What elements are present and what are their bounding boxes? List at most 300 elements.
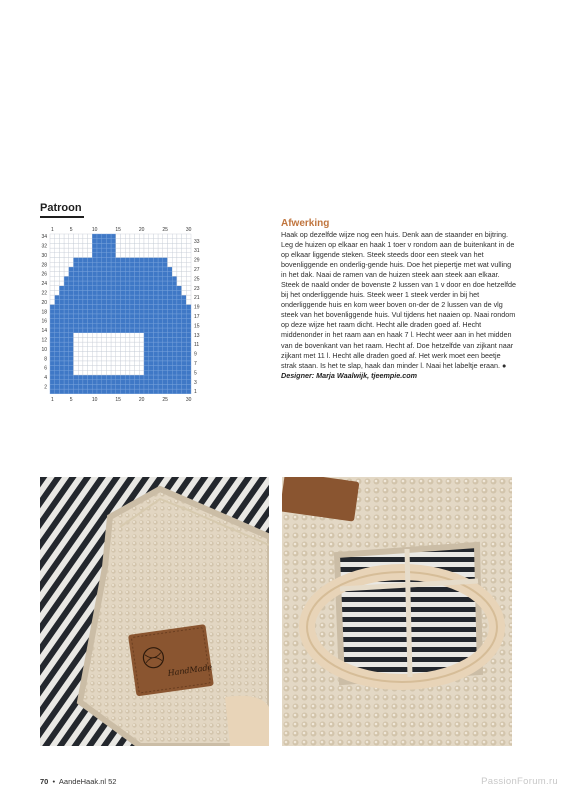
chart-cell-filled [116,384,121,389]
chart-cell-empty [59,272,64,277]
chart-cell-filled [186,375,191,380]
chart-cell-filled [102,239,107,244]
chart-cell-empty [111,352,116,357]
chart-cell-empty [153,239,158,244]
chart-cell-filled [158,290,163,295]
chart-cell-empty [186,267,191,272]
chart-cell-empty [92,347,97,352]
chart-cell-filled [135,305,140,310]
chart-cell-filled [158,342,163,347]
chart-cell-empty [186,281,191,286]
chart-cell-empty [125,361,130,366]
chart-cell-empty [135,342,140,347]
chart-cell-filled [83,384,88,389]
chart-cell-empty [55,253,60,258]
chart-cell-empty [102,356,107,361]
afwerking-body: Haak op dezelfde wijze nog een huis. Denk aan de staander en bijtring. Leg de huizen op elkaar en haak 1 toer v rondom aan de buitenkant in de op elkaar liggende steken. Steek steeds door een steek van het bovenliggende en onderlig-gende huis. Doe het piepertje met wat vulling in het dak. Naai de ramen van de huizen steek aan steek aan elkaar. Steek de naald onder de bovenste 2 lussen van 1 v door en doe hetzelfde bij het onderliggende huis. Steek weer 1 steek verder in bij het onderliggende huis en kom weer boven on-der de 2 lussen van de vlg steek van het bovenliggende huis. Vul tijdens het naaien op. Naai rondom op deze wijze het raam dicht. Hecht alle draden goed af. Hecht middenonder in het raam aan en haak 7 l. Hecht weer aan in het midden van de bovenkant van het raam. Hecht af. Doe hetzelfde van zijkant naar zijkant met 11 l. Hecht alle draden goed af. Het werk moet een beetje strak staan. Is het te slap, haak dan minder l. Naai het labeltje eraan. [281,230,516,370]
chart-cell-filled [69,286,74,291]
chart-cell-filled [102,389,107,394]
chart-cell-filled [172,314,177,319]
chart-cell-empty [125,342,130,347]
chart-cell-filled [74,305,79,310]
chart-cell-filled [130,281,135,286]
chart-cell-empty [74,361,79,366]
chart-cell-empty [92,352,97,357]
chart-cell-empty [88,248,93,253]
chart-cell-filled [163,342,168,347]
chart-cell-empty [88,342,93,347]
chart-cell-filled [186,337,191,342]
chart-cell-filled [64,290,69,295]
chart-cell-filled [144,309,149,314]
chart-cell-empty [74,253,79,258]
chart-cell-empty [83,342,88,347]
chart-cell-empty [168,262,173,267]
chart-cell-filled [144,295,149,300]
chart-cell-filled [149,356,154,361]
chart-cell-filled [69,361,74,366]
chart-bottom-tick: 30 [185,396,192,403]
chart-cell-filled [55,309,60,314]
chart-cell-filled [172,309,177,314]
chart-cell-empty [69,248,74,253]
chart-cell-filled [139,328,144,333]
chart-cell-empty [182,253,187,258]
chart-cell-empty [135,248,140,253]
chart-cell-filled [111,380,116,385]
chart-cell-filled [97,380,102,385]
chart-cell-filled [172,342,177,347]
chart-cell-filled [135,323,140,328]
chart-cell-filled [121,319,126,324]
chart-cell-empty [111,337,116,342]
chart-cell-empty [139,366,144,371]
chart-cell-empty [149,239,154,244]
chart-cell-empty [78,347,83,352]
chart-cell-filled [172,281,177,286]
chart-cell-empty [50,276,55,281]
chart-cell-filled [186,389,191,394]
chart-cell-filled [83,281,88,286]
chart-cell-filled [125,314,130,319]
chart-cell-empty [83,361,88,366]
chart-cell-filled [149,272,154,277]
chart-cell-filled [186,328,191,333]
chart-cell-empty [69,234,74,239]
chart-cell-empty [130,356,135,361]
chart-cell-empty [116,239,121,244]
chart-cell-empty [55,281,60,286]
chart-cell-filled [106,305,111,310]
chart-cell-empty [144,243,149,248]
chart-cell-empty [106,370,111,375]
chart-cell-empty [78,370,83,375]
chart-cell-filled [139,319,144,324]
chart-cell-empty [64,248,69,253]
chart-cell-empty [177,281,182,286]
chart-cell-filled [135,286,140,291]
chart-row-label-left: 20 [41,299,47,306]
chart-cell-filled [172,286,177,291]
chart-cell-empty [163,239,168,244]
chart-cell-filled [163,272,168,277]
chart-cell-empty [116,366,121,371]
chart-cell-filled [64,342,69,347]
chart-cell-filled [64,389,69,394]
chart-cell-filled [106,267,111,272]
chart-cell-filled [168,389,173,394]
chart-cell-filled [153,267,158,272]
chart-cell-filled [186,323,191,328]
chart-cell-empty [83,347,88,352]
chart-cell-filled [163,276,168,281]
chart-cell-filled [106,272,111,277]
chart-cell-filled [177,380,182,385]
chart-cell-empty [83,234,88,239]
chart-cell-filled [153,337,158,342]
chart-cell-filled [149,389,154,394]
chart-cell-empty [106,342,111,347]
chart-cell-filled [102,281,107,286]
chart-cell-filled [149,300,154,305]
chart-cell-filled [158,262,163,267]
chart-cell-filled [74,295,79,300]
chart-cell-filled [69,272,74,277]
chart-cell-filled [116,389,121,394]
watermark: PassionForum.ru [481,776,558,787]
chart-cell-empty [88,347,93,352]
chart-cell-filled [97,281,102,286]
chart-cell-empty [186,272,191,277]
chart-cell-filled [135,384,140,389]
photo-crochet-window-closeup [282,477,512,746]
chart-cell-filled [78,380,83,385]
chart-cell-filled [163,286,168,291]
chart-cell-filled [144,267,149,272]
chart-cell-empty [106,366,111,371]
chart-cell-filled [144,337,149,342]
chart-cell-filled [125,281,130,286]
label-text: HandMade [167,662,213,678]
chart-cell-filled [102,286,107,291]
chart-cell-empty [186,286,191,291]
chart-cell-filled [78,328,83,333]
chart-cell-empty [59,248,64,253]
chart-cell-empty [121,361,126,366]
chart-cell-empty [74,248,79,253]
chart-cell-empty [121,356,126,361]
chart-cell-filled [182,295,187,300]
chart-cell-filled [97,258,102,263]
chart-cell-filled [111,258,116,263]
chart-cell-filled [153,389,158,394]
chart-cell-filled [186,342,191,347]
chart-cell-filled [135,281,140,286]
chart-cell-empty [163,234,168,239]
chart-cell-filled [186,319,191,324]
chart-cell-filled [135,276,140,281]
chart-cell-filled [106,281,111,286]
chart-cell-filled [177,375,182,380]
chart-cell-empty [64,262,69,267]
chart-cell-filled [50,328,55,333]
chart-cell-filled [177,319,182,324]
chart-cell-filled [69,352,74,357]
chart-cell-empty [83,253,88,258]
chart-cell-filled [163,309,168,314]
chart-cell-empty [182,290,187,295]
chart-cell-filled [182,389,187,394]
chart-row-label-left: 10 [41,346,47,353]
chart-cell-empty [59,253,64,258]
chart-cell-filled [97,243,102,248]
chart-cell-empty [78,248,83,253]
chart-cell-empty [88,366,93,371]
chart-cell-filled [55,384,60,389]
chart-cell-filled [102,253,107,258]
chart-cell-filled [149,342,154,347]
chart-cell-empty [121,248,126,253]
chart-cell-empty [64,258,69,263]
chart-cell-empty [50,272,55,277]
chart-cell-filled [163,300,168,305]
chart-cell-empty [50,295,55,300]
chart-cell-filled [177,309,182,314]
chart-cell-empty [97,356,102,361]
chart-cell-filled [83,286,88,291]
chart-cell-filled [64,356,69,361]
chart-cell-filled [125,262,130,267]
chart-top-tick: 10 [91,227,98,233]
chart-cell-filled [59,342,64,347]
chart-cell-filled [111,272,116,277]
chart-cell-filled [139,262,144,267]
chart-cell-filled [186,370,191,375]
chart-cell-filled [69,305,74,310]
chart-cell-filled [149,375,154,380]
chart-cell-empty [139,253,144,258]
chart-cell-filled [149,276,154,281]
chart-cell-filled [144,276,149,281]
chart-cell-filled [83,328,88,333]
chart-cell-empty [78,342,83,347]
chart-cell-filled [74,380,79,385]
chart-cell-filled [182,300,187,305]
chart-cell-filled [74,276,79,281]
chart-cell-filled [92,300,97,305]
chart-cell-filled [121,375,126,380]
chart-cell-filled [55,370,60,375]
chart-cell-empty [168,239,173,244]
chart-top-tick: 30 [185,227,192,233]
chart-cell-filled [102,300,107,305]
chart-cell-filled [69,314,74,319]
chart-cell-filled [121,295,126,300]
chart-cell-filled [59,314,64,319]
chart-cell-empty [139,347,144,352]
chart-cell-filled [153,309,158,314]
chart-cell-filled [92,305,97,310]
chart-cell-filled [111,389,116,394]
chart-cell-filled [153,305,158,310]
chart-cell-empty [69,239,74,244]
chart-cell-filled [64,305,69,310]
chart-cell-filled [168,347,173,352]
chart-cell-empty [74,356,79,361]
chart-cell-filled [153,295,158,300]
chart-cell-filled [55,375,60,380]
chart-cell-empty [139,342,144,347]
chart-cell-empty [149,243,154,248]
chart-cell-empty [106,337,111,342]
chart-cell-filled [130,276,135,281]
chart-cell-empty [92,333,97,338]
chart-cell-filled [135,262,140,267]
chart-cell-filled [116,267,121,272]
chart-cell-empty [135,366,140,371]
chart-cell-filled [168,361,173,366]
chart-cell-filled [59,300,64,305]
chart-cell-filled [130,389,135,394]
chart-cell-empty [55,239,60,244]
chart-cell-empty [125,333,130,338]
chart-cell-empty [130,347,135,352]
chart-cell-filled [168,323,173,328]
chart-cell-empty [92,356,97,361]
chart-cell-filled [149,290,154,295]
chart-cell-filled [121,380,126,385]
chart-cell-filled [163,323,168,328]
chart-cell-empty [163,248,168,253]
chart-cell-filled [135,389,140,394]
chart-cell-filled [172,380,177,385]
chart-cell-empty [111,347,116,352]
chart-cell-filled [125,267,130,272]
chart-cell-filled [130,272,135,277]
footer-separator: • [52,777,56,786]
chart-cell-empty [158,248,163,253]
chart-cell-filled [106,314,111,319]
chart-cell-filled [149,286,154,291]
chart-cell-filled [78,314,83,319]
chart-cell-filled [163,337,168,342]
chart-cell-empty [182,234,187,239]
chart-cell-filled [139,384,144,389]
chart-cell-filled [69,276,74,281]
chart-cell-empty [116,234,121,239]
chart-cell-filled [139,272,144,277]
chart-cell-filled [168,370,173,375]
chart-cell-filled [55,342,60,347]
chart-cell-filled [135,258,140,263]
chart-cell-empty [158,243,163,248]
chart-cell-filled [177,347,182,352]
photo-crochet-house-label [40,477,269,746]
chart-cell-filled [125,272,130,277]
chart-cell-filled [172,370,177,375]
chart-cell-empty [149,248,154,253]
chart-cell-filled [121,258,126,263]
chart-cell-empty [130,243,135,248]
chart-cell-filled [92,389,97,394]
chart-cell-empty [55,262,60,267]
chart-cell-filled [78,389,83,394]
chart-cell-filled [116,309,121,314]
chart-cell-filled [111,234,116,239]
chart-cell-filled [92,276,97,281]
chart-cell-filled [102,295,107,300]
chart-cell-filled [74,323,79,328]
chart-cell-empty [139,352,144,357]
chart-cell-empty [83,337,88,342]
chart-cell-filled [163,305,168,310]
chart-cell-empty [111,342,116,347]
chart-cell-filled [102,267,107,272]
chart-cell-empty [177,253,182,258]
chart-cell-filled [153,356,158,361]
chart-cell-filled [158,328,163,333]
chart-cell-empty [121,333,126,338]
chart-cell-filled [69,309,74,314]
chart-cell-filled [144,305,149,310]
chart-cell-filled [153,342,158,347]
chart-cell-empty [177,262,182,267]
chart-cell-empty [78,366,83,371]
chart-cell-filled [69,342,74,347]
chart-cell-filled [111,314,116,319]
chart-cell-filled [64,276,69,281]
chart-cell-filled [92,243,97,248]
chart-cell-filled [163,333,168,338]
chart-cell-filled [64,323,69,328]
chart-cell-filled [153,281,158,286]
chart-cell-empty [102,337,107,342]
chart-cell-filled [69,281,74,286]
chart-cell-filled [92,267,97,272]
chart-cell-filled [59,337,64,342]
chart-cell-empty [116,370,121,375]
chart-cell-filled [92,290,97,295]
chart-cell-empty [55,286,60,291]
chart-cell-filled [55,305,60,310]
chart-cell-filled [64,380,69,385]
chart-cell-filled [116,290,121,295]
chart-cell-filled [64,337,69,342]
chart-cell-empty [78,361,83,366]
chart-cell-filled [88,290,93,295]
chart-cell-filled [144,366,149,371]
chart-cell-filled [64,314,69,319]
chart-cell-filled [59,290,64,295]
chart-cell-empty [121,366,126,371]
chart-cell-filled [111,281,116,286]
chart-cell-filled [55,328,60,333]
chart-cell-filled [50,314,55,319]
chart-cell-filled [74,319,79,324]
chart-cell-filled [102,258,107,263]
chart-cell-filled [144,290,149,295]
chart-cell-filled [111,295,116,300]
chart-cell-filled [168,366,173,371]
chart-cell-empty [50,234,55,239]
chart-row-label-right: 5 [194,370,197,377]
chart-cell-empty [106,352,111,357]
chart-bottom-tick: 15 [115,396,121,403]
chart-cell-empty [125,337,130,342]
chart-cell-empty [92,366,97,371]
chart-cell-filled [88,309,93,314]
chart-cell-filled [135,300,140,305]
